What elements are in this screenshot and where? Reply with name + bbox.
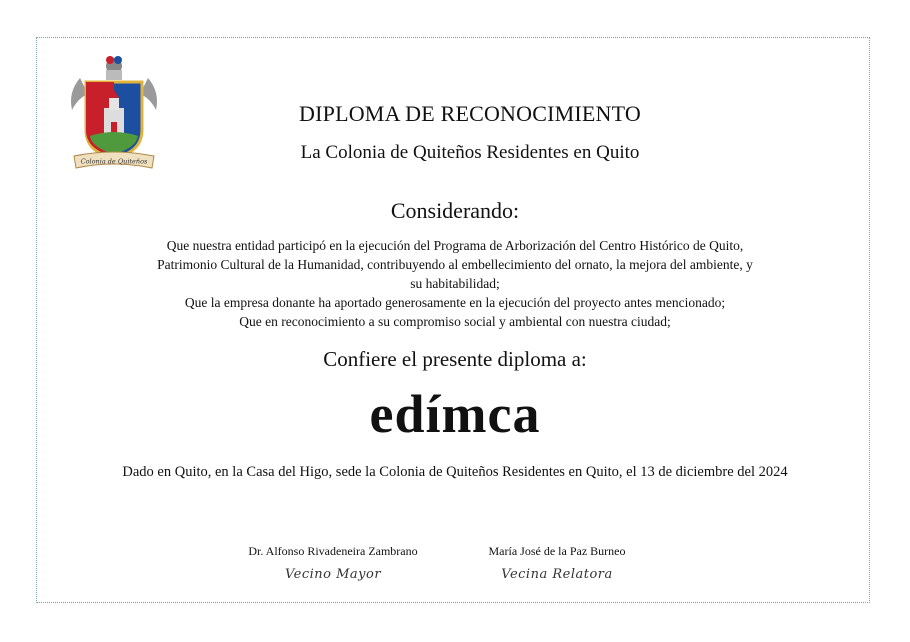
signatory-role: Vecina Relatora — [501, 567, 613, 582]
date-line: Dado en Quito, en la Casa del Higo, sede la Colonia de Quiteños Residentes en Quito, el 13 de diciembre del 2024 — [122, 464, 788, 480]
signatory-name: Dr. Alfonso Rivadeneira Zambrano — [248, 544, 418, 558]
considering-text — [0, 236, 910, 331]
confers-text: Confiere el presente diploma a: — [323, 347, 587, 371]
considering-heading: Considerando: — [390, 198, 520, 223]
signatory-role: Vecino Mayor — [284, 567, 382, 582]
diploma-title: DIPLOMA DE RECONOCIMIENTO — [299, 101, 641, 126]
signatory-2 — [437, 544, 677, 582]
considering-line: Que en reconocimiento a su compromiso social y ambiental con nuestra ciudad; — [239, 314, 671, 329]
considering-line: Que la empresa donante ha aportado generosamente en la ejecución del proyecto antes mencionado; — [184, 295, 726, 310]
signatory-1 — [213, 544, 453, 582]
recipient-name: edímca — [369, 384, 541, 444]
considering-line: su habitabilidad; — [410, 276, 500, 291]
signatory-name: María José de la Paz Burneo — [488, 544, 626, 558]
crest-banner-text: Colonia de Quiteños — [80, 157, 148, 166]
organization-name: La Colonia de Quiteños Residentes en Quito — [300, 142, 640, 163]
considering-line: Patrimonio Cultural de la Humanidad, contribuyendo al embellecimiento del ornato, la mejora del ambiente, y — [157, 257, 753, 272]
considering-line: Que nuestra entidad participó en la ejecución del Programa de Arborización del Centro Histórico de Quito, — [166, 238, 744, 253]
